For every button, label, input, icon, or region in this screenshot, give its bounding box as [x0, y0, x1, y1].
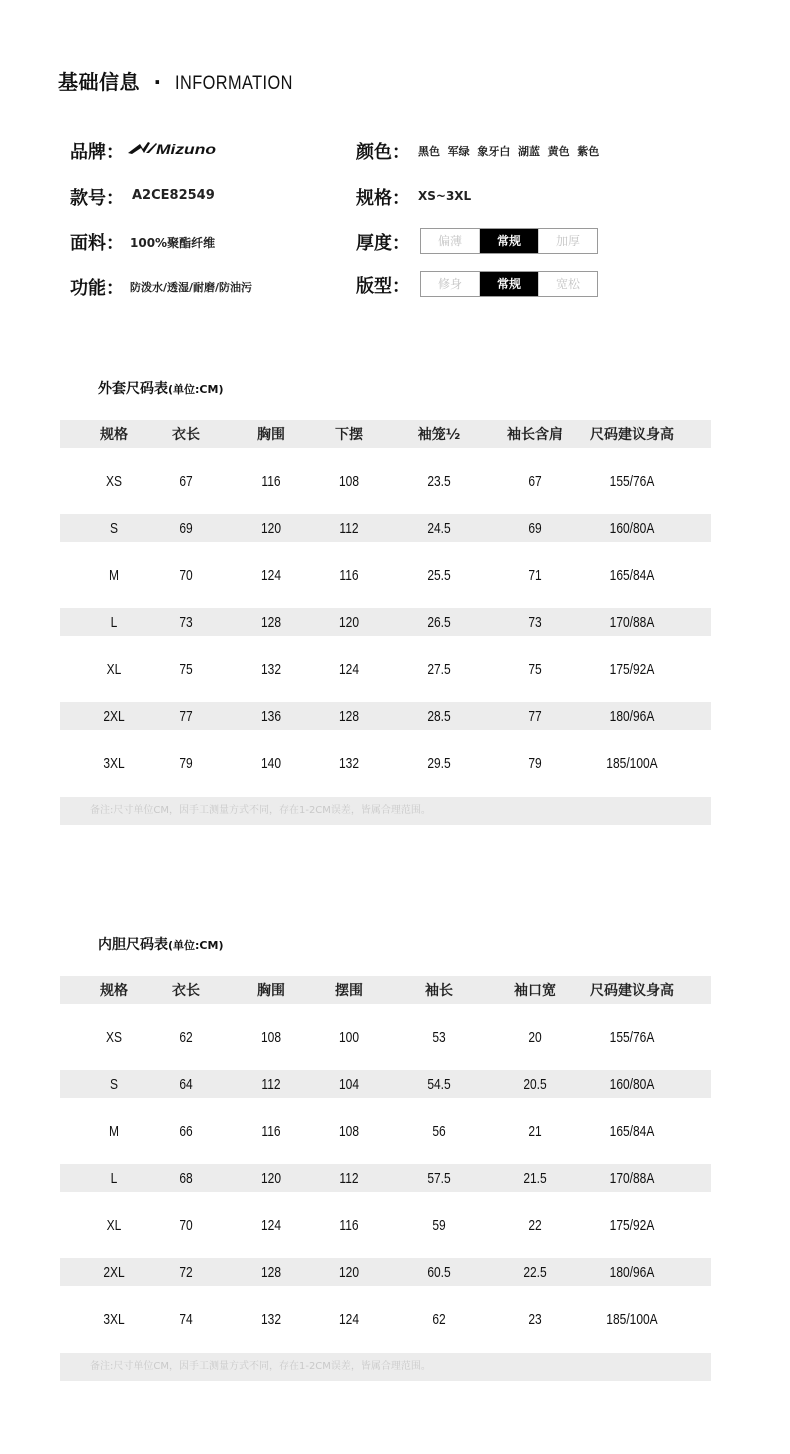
table-cell-text: 128	[338, 707, 360, 725]
table-cell-text: 67	[528, 472, 542, 490]
table-cell	[336, 1258, 361, 1286]
table-cell	[101, 1258, 128, 1286]
table-cell	[178, 1070, 195, 1098]
column-header-text: 袖长	[425, 983, 453, 999]
table-cell-text: 3XL	[103, 1310, 125, 1328]
table-cell	[178, 1258, 195, 1286]
table-cell	[101, 730, 128, 796]
table-cell	[258, 1004, 283, 1070]
table-cell	[178, 1192, 195, 1258]
table-cell-text: 132	[338, 754, 360, 772]
table-cell-text: 108	[260, 1028, 282, 1046]
table-cell-text: 120	[338, 613, 360, 631]
thickness-selector	[420, 228, 598, 254]
table-cell-text: 155/76A	[609, 1028, 655, 1046]
table-cell-text: 112	[339, 519, 359, 537]
mizuno-logo	[126, 140, 218, 158]
table-cell	[258, 608, 283, 636]
column-header-text: 尺码建议身高	[590, 427, 674, 443]
inner-table-title	[98, 934, 223, 954]
model-label: 款号：	[70, 188, 124, 209]
table-cell-text: 56	[432, 1122, 446, 1140]
table-cell	[604, 514, 660, 542]
table-cell-text: 180/96A	[609, 1263, 655, 1281]
table-cell	[336, 1004, 361, 1070]
table-cell	[105, 1192, 123, 1258]
table-cell-text: 2XL	[103, 1263, 125, 1281]
table-cell-text: 25.5	[427, 566, 451, 584]
size-label: 规格：	[356, 188, 410, 209]
table-cell-text: 59	[432, 1216, 446, 1234]
table-cell-text: S	[109, 1075, 119, 1093]
table-cell	[336, 636, 361, 702]
table-cell-text: 165/84A	[609, 1122, 655, 1140]
table-cell-text: 62	[179, 1028, 193, 1046]
table-cell-text: 100	[338, 1028, 360, 1046]
table-cell	[520, 1164, 549, 1192]
table-cell	[178, 448, 195, 514]
table-cell-text: 26.5	[427, 613, 451, 631]
table-cell-text: 2XL	[103, 707, 125, 725]
table-cell-text: 120	[338, 1263, 360, 1281]
table-cell	[108, 542, 121, 608]
table-cell-text: 170/88A	[609, 613, 655, 631]
table-cell-text: 27.5	[427, 660, 451, 678]
column-header	[335, 420, 363, 448]
table-cell-text: 22	[528, 1216, 542, 1234]
table-cell	[431, 1098, 448, 1164]
table-row	[60, 1258, 711, 1286]
table-cell-text: 21	[528, 1122, 542, 1140]
table-cell	[604, 448, 660, 514]
table-cell-text: 75	[528, 660, 542, 678]
outer-table-title-text: 外套尺码表	[98, 381, 168, 397]
inner-table-note-text: 备注:尺寸单位CM，因手工测量方式不同，存在1-2CM误差，皆属合理范围。	[90, 1361, 431, 1372]
table-cell	[259, 1098, 283, 1164]
table-cell-text: 108	[338, 1122, 360, 1140]
table-cell-text: 77	[179, 707, 193, 725]
outer-table-note	[60, 797, 711, 825]
table-cell	[178, 514, 195, 542]
page-title-en: INFORMATION	[175, 73, 293, 94]
table-cell-text: 29.5	[427, 754, 451, 772]
table-cell	[604, 636, 660, 702]
table-cell-text: 23.5	[427, 472, 451, 490]
table-cell	[527, 702, 544, 730]
table-cell	[336, 608, 361, 636]
table-cell-text: 108	[338, 472, 360, 490]
table-cell-text: 3XL	[103, 754, 125, 772]
table-cell	[604, 1164, 660, 1192]
table-cell	[110, 608, 118, 636]
column-header	[425, 976, 453, 1004]
fit-option-selected: 常规	[480, 272, 539, 296]
table-cell	[424, 608, 453, 636]
table-cell-text: 70	[179, 1216, 193, 1234]
column-header-text: 袖长含肩	[507, 427, 563, 443]
column-header-text: 衣长	[172, 427, 200, 443]
table-cell	[109, 514, 119, 542]
column-header	[590, 420, 674, 448]
function-value: 防泼水/透湿/耐磨/防油污	[130, 281, 253, 294]
table-cell-text: 116	[339, 566, 359, 584]
column-header-text: 胸围	[257, 427, 285, 443]
table-row	[60, 1004, 711, 1070]
table-cell	[337, 542, 361, 608]
table-cell-text: 180/96A	[609, 707, 655, 725]
table-cell-text: 124	[260, 1216, 282, 1234]
table-cell	[109, 1070, 119, 1098]
table-cell-text: 120	[260, 519, 282, 537]
table-cell	[604, 702, 660, 730]
table-cell-text: 54.5	[427, 1075, 451, 1093]
table-cell-text: 67	[179, 472, 193, 490]
table-cell	[101, 702, 128, 730]
table-cell-text: 53	[432, 1028, 446, 1046]
thickness-option: 加厚	[555, 234, 580, 248]
column-header-text: 胸围	[257, 983, 285, 999]
table-cell-text: 120	[260, 1169, 282, 1187]
table-cell	[336, 1098, 361, 1164]
table-cell-text: XS	[105, 472, 123, 490]
table-cell-text: 155/76A	[609, 472, 655, 490]
table-cell	[431, 1286, 448, 1352]
table-cell	[431, 1004, 448, 1070]
fit-label: 版型：	[356, 276, 410, 297]
table-cell	[178, 1286, 195, 1352]
outer-table-title	[98, 378, 223, 398]
table-row	[60, 514, 711, 542]
table-cell-text: 23	[528, 1310, 542, 1328]
page-title-cn: 基础信息	[58, 70, 140, 94]
table-cell-text: 116	[339, 1216, 359, 1234]
table-cell-text: 175/92A	[609, 660, 655, 678]
table-cell	[527, 448, 544, 514]
table-cell-text: 22.5	[523, 1263, 547, 1281]
column-header	[172, 420, 200, 448]
column-header-text: 尺码建议身高	[590, 983, 674, 999]
column-header	[514, 976, 556, 1004]
table-cell	[337, 1192, 361, 1258]
table-cell-text: 160/80A	[609, 1075, 655, 1093]
table-cell	[178, 542, 195, 608]
inner-table-note	[60, 1353, 711, 1381]
fit-selector	[420, 271, 598, 297]
column-header-text: 摆围	[335, 983, 363, 999]
brand-label: 品牌：	[70, 142, 124, 163]
table-cell	[259, 1070, 283, 1098]
table-cell-text: 79	[528, 754, 542, 772]
table-cell-text: XS	[105, 1028, 123, 1046]
table-cell-text: 112	[339, 1169, 359, 1187]
table-cell-text: 104	[338, 1075, 360, 1093]
table-cell	[600, 730, 664, 796]
table-cell	[527, 1004, 544, 1070]
table-cell	[424, 448, 453, 514]
column-header	[335, 976, 363, 1004]
table-cell-text: 132	[260, 660, 282, 678]
column-header	[100, 420, 128, 448]
table-cell	[258, 1258, 283, 1286]
column-header-text: 袖笼½	[417, 427, 461, 443]
table-cell-text: XL	[106, 1216, 122, 1234]
table-cell-text: 73	[528, 613, 542, 631]
outer-table-note-text: 备注:尺寸单位CM，因手工测量方式不同，存在1-2CM误差，皆属合理范围。	[90, 805, 431, 816]
table-row	[60, 1164, 711, 1192]
size-value: XS~3XL	[418, 189, 472, 203]
table-cell	[527, 1286, 544, 1352]
page-title	[58, 66, 312, 95]
table-row	[60, 1192, 711, 1258]
table-cell-text: L	[110, 613, 118, 631]
table-row	[60, 1098, 711, 1164]
table-cell	[527, 1192, 544, 1258]
table-cell-text: 74	[179, 1310, 193, 1328]
table-cell-text: L	[110, 1169, 118, 1187]
column-header-text: 规格	[100, 427, 128, 443]
table-cell	[336, 1070, 361, 1098]
table-cell-text: 57.5	[427, 1169, 451, 1187]
column-header-text: 下摆	[335, 427, 363, 443]
column-header	[418, 420, 461, 448]
table-row	[60, 636, 711, 702]
table-cell	[337, 1164, 361, 1192]
table-cell	[424, 1164, 453, 1192]
table-cell	[424, 542, 453, 608]
outer-size-table	[60, 420, 711, 796]
table-cell-text: 170/88A	[609, 1169, 655, 1187]
table-cell-text: 132	[260, 1310, 282, 1328]
table-cell-text: 73	[179, 613, 193, 631]
fabric-value: 100%聚酯纤维	[130, 236, 216, 250]
table-cell	[527, 542, 544, 608]
table-cell	[527, 608, 544, 636]
table-cell	[110, 1164, 118, 1192]
table-cell	[527, 636, 544, 702]
table-cell	[424, 636, 453, 702]
table-cell-text: 116	[261, 1122, 281, 1140]
table-cell	[604, 1258, 660, 1286]
table-header-row	[60, 976, 711, 1004]
table-cell	[600, 1286, 664, 1352]
table-cell-text: 24.5	[427, 519, 451, 537]
inner-table-title-text: 内胆尺码表	[98, 937, 168, 953]
table-cell	[258, 514, 283, 542]
table-cell-text: 62	[432, 1310, 446, 1328]
table-cell	[336, 702, 361, 730]
column-header	[590, 976, 674, 1004]
table-cell	[101, 1286, 128, 1352]
column-header	[257, 420, 285, 448]
table-cell-text: 69	[179, 519, 193, 537]
color-label: 颜色：	[356, 142, 410, 163]
table-cell-text: 69	[528, 519, 542, 537]
table-cell	[258, 1286, 283, 1352]
table-cell-text: 28.5	[427, 707, 451, 725]
table-cell	[604, 1004, 660, 1070]
table-cell-text: 116	[261, 472, 281, 490]
inner-table-unit: (单位:CM)	[168, 939, 224, 952]
table-cell	[604, 1070, 660, 1098]
table-cell	[520, 1070, 549, 1098]
column-header	[257, 976, 285, 1004]
column-header-text: 袖口宽	[514, 983, 556, 999]
table-cell-text: 60.5	[427, 1263, 451, 1281]
table-cell-text: XL	[106, 660, 122, 678]
table-cell	[258, 636, 283, 702]
table-cell-text: 77	[528, 707, 542, 725]
table-cell-text: S	[109, 519, 119, 537]
table-cell-text: 75	[179, 660, 193, 678]
table-cell	[604, 1192, 660, 1258]
table-cell	[604, 608, 660, 636]
table-row	[60, 542, 711, 608]
table-cell	[527, 514, 544, 542]
table-cell-text: 20.5	[523, 1075, 547, 1093]
table-cell	[108, 1098, 121, 1164]
thickness-option: 偏薄	[421, 229, 480, 253]
table-cell	[424, 514, 453, 542]
table-cell	[104, 1004, 124, 1070]
table-cell-text: 175/92A	[609, 1216, 655, 1234]
table-row	[60, 608, 711, 636]
table-cell-text: 64	[179, 1075, 193, 1093]
table-cell-text: M	[109, 566, 119, 584]
table-header-row	[60, 420, 711, 448]
table-cell	[337, 514, 361, 542]
table-cell-text: 124	[260, 566, 282, 584]
table-row	[60, 730, 711, 796]
column-header-text: 衣长	[172, 983, 200, 999]
table-cell-text: 21.5	[523, 1169, 547, 1187]
fit-option: 宽松	[555, 277, 580, 291]
outer-table-unit: (单位:CM)	[168, 383, 224, 396]
fit-option: 修身	[421, 272, 480, 296]
column-header	[507, 420, 563, 448]
table-cell-text: 136	[260, 707, 282, 725]
table-cell	[105, 636, 123, 702]
table-cell	[424, 1258, 453, 1286]
table-cell	[336, 448, 361, 514]
table-cell-text: 71	[528, 566, 542, 584]
table-cell	[258, 542, 283, 608]
table-cell	[178, 1164, 195, 1192]
table-cell	[424, 1070, 453, 1098]
thickness-option-selected: 常规	[480, 229, 539, 253]
table-cell	[258, 702, 283, 730]
table-cell-text: 128	[260, 613, 282, 631]
table-cell	[604, 1098, 660, 1164]
table-cell	[258, 1164, 283, 1192]
table-cell	[178, 636, 195, 702]
column-header	[100, 976, 128, 1004]
table-cell	[336, 730, 361, 796]
table-cell-text: 20	[528, 1028, 542, 1046]
thickness-label: 厚度：	[356, 233, 410, 254]
table-cell	[336, 1286, 361, 1352]
table-cell	[258, 730, 283, 796]
color-value: 黑色 军绿 象牙白 湖蓝 黄色 紫色	[418, 145, 600, 158]
table-cell-text: 128	[260, 1263, 282, 1281]
table-cell	[259, 448, 283, 514]
inner-size-table	[60, 976, 711, 1352]
table-cell-text: 72	[179, 1263, 193, 1281]
table-cell-text: 79	[179, 754, 193, 772]
table-cell	[424, 730, 453, 796]
fabric-label: 面料：	[70, 233, 124, 254]
table-cell-text: 66	[179, 1122, 193, 1140]
table-cell-text: 112	[261, 1075, 281, 1093]
table-cell	[178, 1098, 195, 1164]
svg-text:Mizuno: Mizuno	[156, 141, 217, 157]
table-cell-text: 124	[338, 660, 360, 678]
column-header-text: 规格	[100, 983, 128, 999]
title-separator: ·	[153, 70, 162, 94]
table-cell	[104, 448, 124, 514]
table-cell-text: 68	[179, 1169, 193, 1187]
table-cell	[431, 1192, 448, 1258]
column-header	[172, 976, 200, 1004]
table-cell	[258, 1192, 283, 1258]
table-row	[60, 1070, 711, 1098]
table-row	[60, 448, 711, 514]
table-cell-text: 70	[179, 566, 193, 584]
table-cell	[178, 730, 195, 796]
table-cell	[527, 1098, 544, 1164]
table-cell-text: 124	[338, 1310, 360, 1328]
table-cell-text: 185/100A	[606, 1310, 658, 1328]
table-cell	[527, 730, 544, 796]
table-cell	[424, 702, 453, 730]
table-cell-text: 165/84A	[609, 566, 655, 584]
table-cell	[604, 542, 660, 608]
table-cell-text: 185/100A	[606, 754, 658, 772]
table-cell-text: 140	[260, 754, 282, 772]
table-cell	[178, 702, 195, 730]
table-cell	[520, 1258, 549, 1286]
table-cell	[178, 608, 195, 636]
table-cell-text: 160/80A	[609, 519, 655, 537]
table-row	[60, 702, 711, 730]
model-value: A2CE82549	[132, 188, 215, 203]
table-cell-text: M	[109, 1122, 119, 1140]
table-cell	[178, 1004, 195, 1070]
table-row	[60, 1286, 711, 1352]
function-label: 功能：	[70, 278, 124, 299]
